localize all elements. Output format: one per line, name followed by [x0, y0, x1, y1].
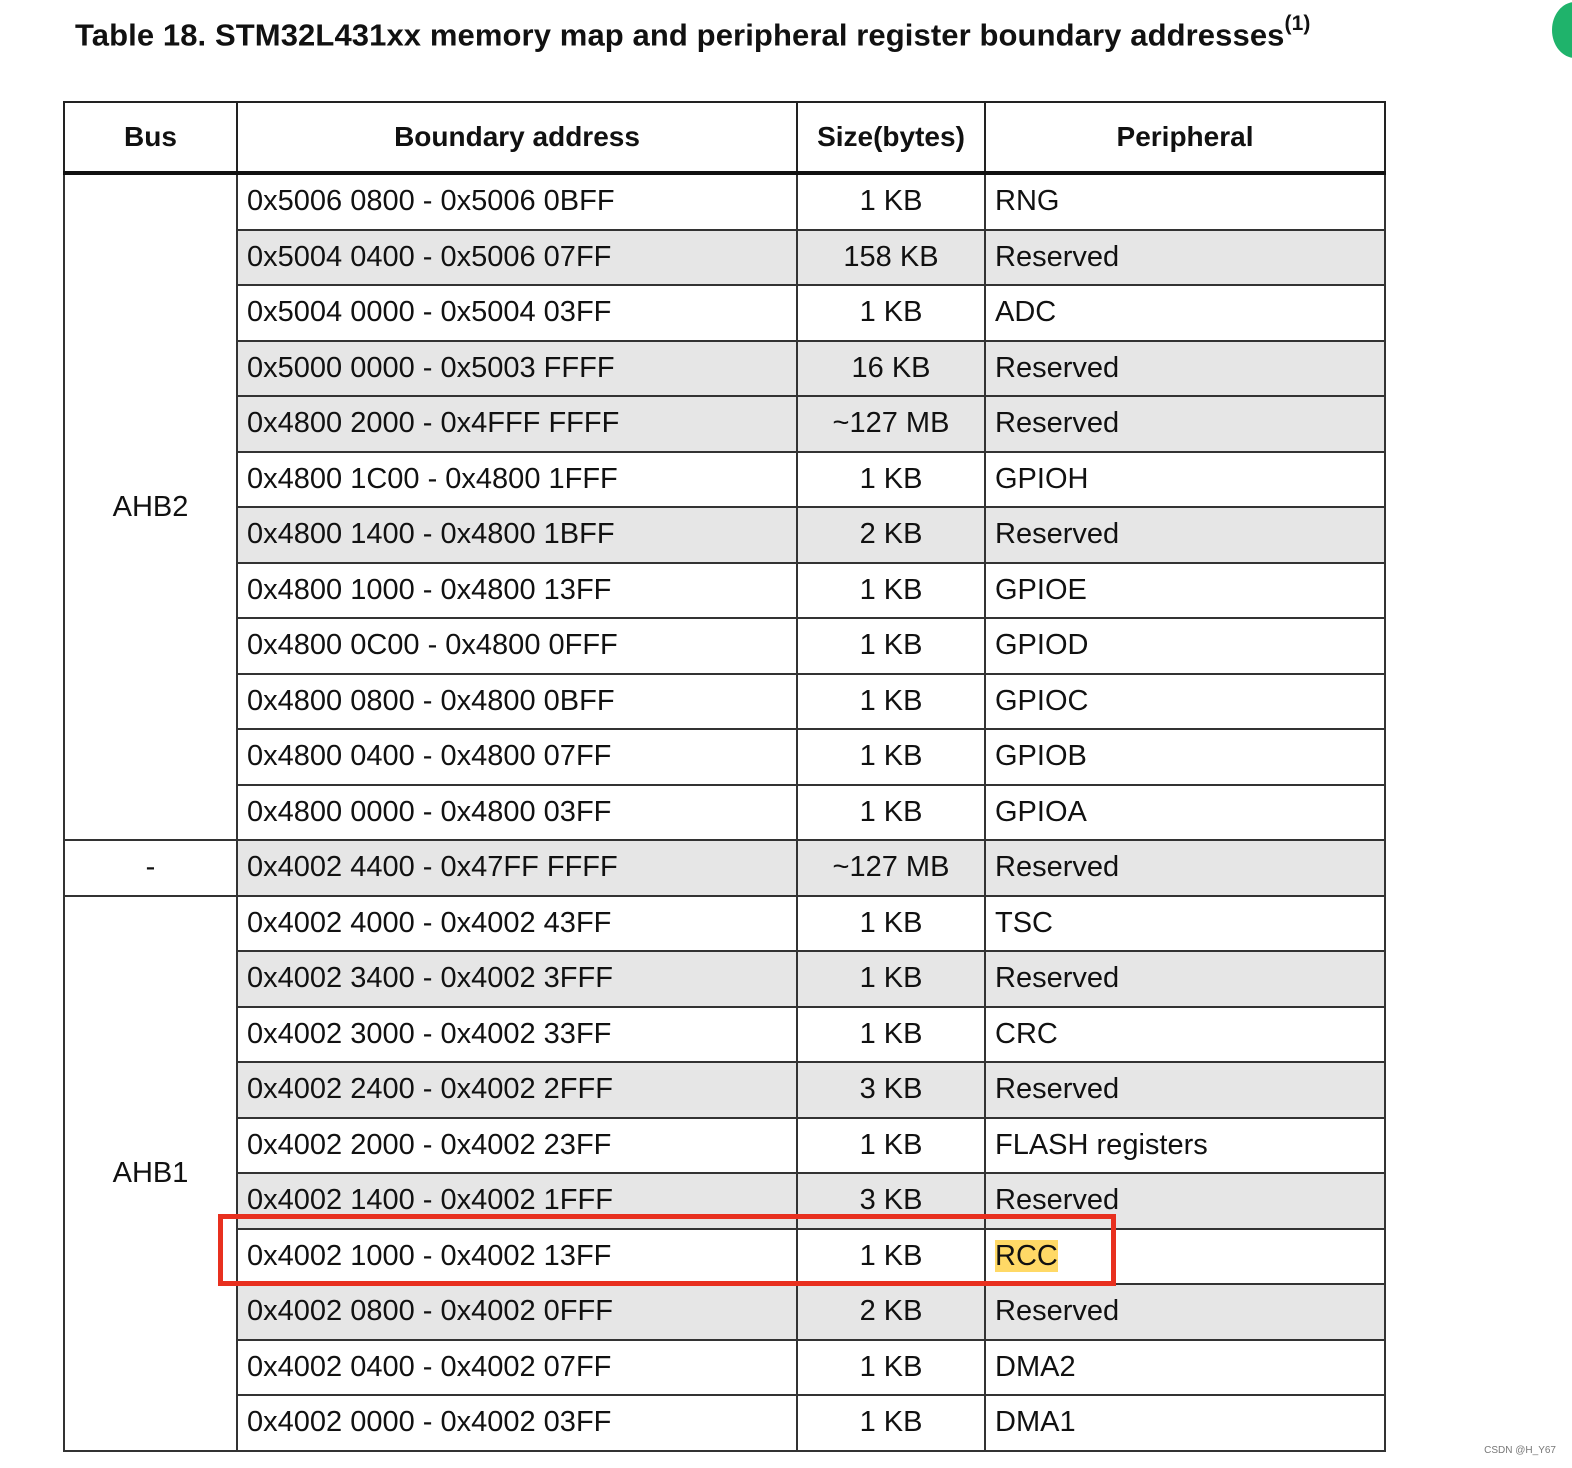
size-cell: 2 KB — [797, 507, 985, 563]
boundary-address-cell: 0x5000 0000 - 0x5003 FFFF — [237, 341, 797, 397]
size-cell: 1 KB — [797, 785, 985, 841]
peripheral-cell: Reserved — [985, 396, 1385, 452]
size-cell: 1 KB — [797, 951, 985, 1007]
boundary-address-cell: 0x5006 0800 - 0x5006 0BFF — [237, 173, 797, 230]
size-cell: 158 KB — [797, 230, 985, 286]
table-header — [64, 102, 1385, 173]
boundary-address-cell: 0x4800 0800 - 0x4800 0BFF — [237, 674, 797, 730]
table-row — [64, 840, 1385, 896]
table-row — [64, 173, 1385, 230]
table-row — [64, 1395, 1385, 1451]
table-row — [64, 1284, 1385, 1340]
size-cell: 1 KB — [797, 618, 985, 674]
table-title-text: Table 18. STM32L431xx memory map and peripheral register boundary addresses — [75, 17, 1285, 53]
table-row — [64, 1173, 1385, 1229]
peripheral-cell: FLASH registers — [985, 1118, 1385, 1174]
boundary-address-cell: 0x4800 0000 - 0x4800 03FF — [237, 785, 797, 841]
peripheral-cell: Reserved — [985, 341, 1385, 397]
peripheral-cell: DMA2 — [985, 1340, 1385, 1396]
table-row — [64, 785, 1385, 841]
peripheral-cell: Reserved — [985, 951, 1385, 1007]
table-row — [64, 618, 1385, 674]
size-cell: 1 KB — [797, 674, 985, 730]
peripheral-cell: GPIOE — [985, 563, 1385, 619]
boundary-address-cell: 0x4800 2000 - 0x4FFF FFFF — [237, 396, 797, 452]
boundary-address-cell: 0x4800 1C00 - 0x4800 1FFF — [237, 452, 797, 508]
peripheral-cell: GPIOC — [985, 674, 1385, 730]
bus-cell: - — [64, 840, 237, 896]
table-row — [64, 507, 1385, 563]
table-row — [64, 1118, 1385, 1174]
size-cell: 1 KB — [797, 452, 985, 508]
table-row — [64, 341, 1385, 397]
table-row — [64, 951, 1385, 1007]
boundary-address-cell: 0x5004 0400 - 0x5006 07FF — [237, 230, 797, 286]
size-cell: 1 KB — [797, 896, 985, 952]
peripheral-cell: GPIOB — [985, 729, 1385, 785]
size-cell: 1 KB — [797, 563, 985, 619]
size-cell: 1 KB — [797, 1007, 985, 1063]
table-row — [64, 563, 1385, 619]
size-cell: 1 KB — [797, 1229, 985, 1285]
table-row — [64, 896, 1385, 952]
header-row — [64, 102, 1385, 173]
size-cell: 3 KB — [797, 1062, 985, 1118]
boundary-address-cell: 0x4800 0400 - 0x4800 07FF — [237, 729, 797, 785]
boundary-address-cell: 0x4002 0800 - 0x4002 0FFF — [237, 1284, 797, 1340]
boundary-address-cell: 0x4002 2000 - 0x4002 23FF — [237, 1118, 797, 1174]
size-cell: 2 KB — [797, 1284, 985, 1340]
boundary-address-cell: 0x4002 1400 - 0x4002 1FFF — [237, 1173, 797, 1229]
table-row — [64, 230, 1385, 286]
boundary-address-cell: 0x5004 0000 - 0x5004 03FF — [237, 285, 797, 341]
peripheral-cell: GPIOD — [985, 618, 1385, 674]
size-cell: 1 KB — [797, 173, 985, 230]
size-cell: 1 KB — [797, 729, 985, 785]
boundary-address-cell: 0x4002 0400 - 0x4002 07FF — [237, 1340, 797, 1396]
size-cell: 1 KB — [797, 285, 985, 341]
peripheral-cell: TSC — [985, 896, 1385, 952]
header-boundary-address: Boundary address — [237, 102, 797, 173]
table-row — [64, 729, 1385, 785]
header-bus: Bus — [64, 102, 237, 173]
size-cell: 16 KB — [797, 341, 985, 397]
table-title — [75, 12, 1311, 53]
highlighted-peripheral-text: RCC — [995, 1239, 1058, 1272]
table-row — [64, 1062, 1385, 1118]
table-row — [64, 285, 1385, 341]
table-row — [64, 452, 1385, 508]
peripheral-cell: GPIOH — [985, 452, 1385, 508]
boundary-address-cell: 0x4800 1000 - 0x4800 13FF — [237, 563, 797, 619]
peripheral-cell: RNG — [985, 173, 1385, 230]
peripheral-cell: Reserved — [985, 840, 1385, 896]
size-cell: 3 KB — [797, 1173, 985, 1229]
peripheral-cell: CRC — [985, 1007, 1385, 1063]
boundary-address-cell: 0x4800 1400 - 0x4800 1BFF — [237, 507, 797, 563]
bus-cell: AHB1 — [64, 896, 237, 1451]
peripheral-cell: Reserved — [985, 1173, 1385, 1229]
size-cell: 1 KB — [797, 1395, 985, 1451]
boundary-address-cell: 0x4800 0C00 - 0x4800 0FFF — [237, 618, 797, 674]
size-cell: 1 KB — [797, 1118, 985, 1174]
header-peripheral: Peripheral — [985, 102, 1385, 173]
size-cell: ~127 MB — [797, 396, 985, 452]
peripheral-cell — [985, 1229, 1385, 1285]
size-cell: 1 KB — [797, 1340, 985, 1396]
header-size: Size(bytes) — [797, 102, 985, 173]
boundary-address-cell: 0x4002 2400 - 0x4002 2FFF — [237, 1062, 797, 1118]
peripheral-cell: DMA1 — [985, 1395, 1385, 1451]
peripheral-cell: ADC — [985, 285, 1385, 341]
peripheral-cell: Reserved — [985, 1284, 1385, 1340]
watermark: CSDN @H_Y67 — [1484, 1445, 1556, 1456]
memory-map-table — [63, 101, 1386, 1452]
boundary-address-cell: 0x4002 3000 - 0x4002 33FF — [237, 1007, 797, 1063]
table-row — [64, 674, 1385, 730]
table-row — [64, 396, 1385, 452]
peripheral-cell: GPIOA — [985, 785, 1385, 841]
boundary-address-cell: 0x4002 4000 - 0x4002 43FF — [237, 896, 797, 952]
peripheral-cell: Reserved — [985, 507, 1385, 563]
bus-cell: AHB2 — [64, 173, 237, 840]
peripheral-cell: Reserved — [985, 1062, 1385, 1118]
side-badge-icon[interactable] — [1552, 2, 1572, 58]
table-row — [64, 1007, 1385, 1063]
boundary-address-cell: 0x4002 4400 - 0x47FF FFFF — [237, 840, 797, 896]
size-cell: ~127 MB — [797, 840, 985, 896]
boundary-address-cell: 0x4002 1000 - 0x4002 13FF — [237, 1229, 797, 1285]
peripheral-cell: Reserved — [985, 230, 1385, 286]
table-row — [64, 1229, 1385, 1285]
boundary-address-cell: 0x4002 0000 - 0x4002 03FF — [237, 1395, 797, 1451]
table-row — [64, 1340, 1385, 1396]
table-body — [64, 173, 1385, 1451]
boundary-address-cell: 0x4002 3400 - 0x4002 3FFF — [237, 951, 797, 1007]
title-footnote-ref[interactable]: (1) — [1284, 12, 1311, 35]
